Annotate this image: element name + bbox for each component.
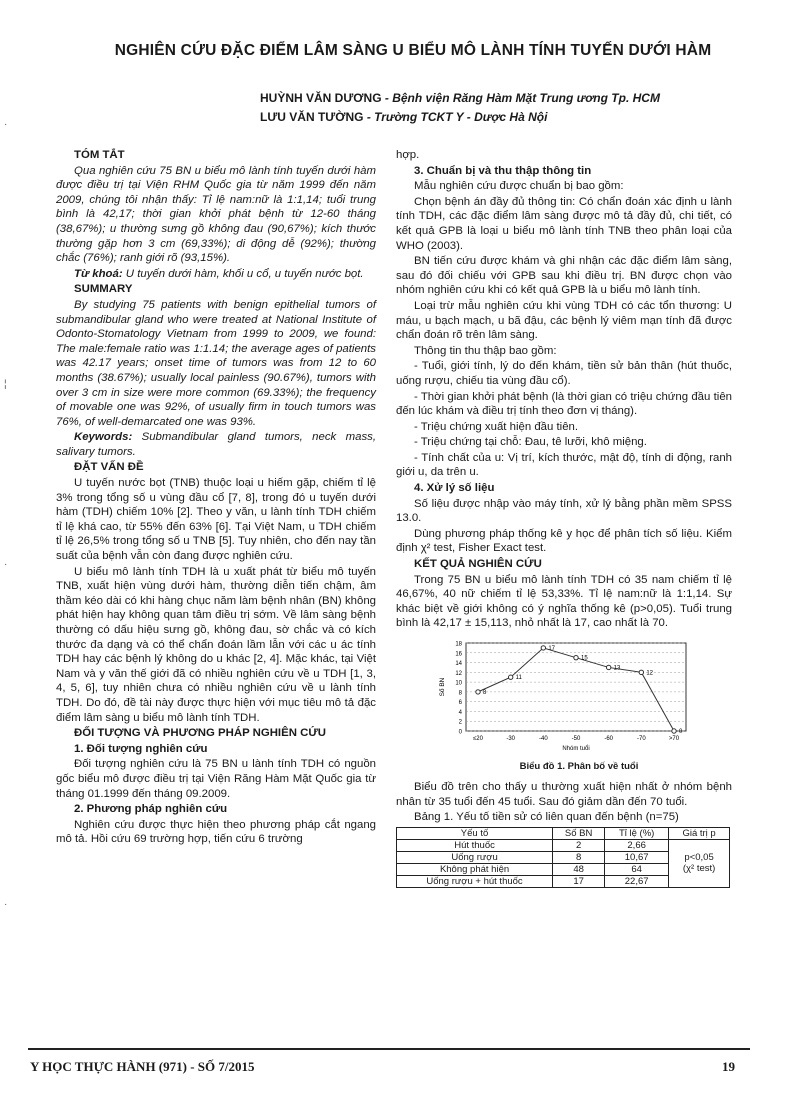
table-header: Số BN — [553, 827, 605, 839]
data-point — [639, 670, 643, 674]
table-cell: Uống rượu — [397, 851, 553, 863]
section-4-p1: Số liệu được nhập vào máy tính, xử lý bằng phần mềm SPSS 13.0. — [396, 497, 732, 525]
bullet-2: - Thời gian khởi phát bệnh (là thời gian có triệu chứng đầu tiên đến lúc khám và điều trị tính theo đơn vị tháng). — [396, 390, 732, 418]
data-point — [476, 690, 480, 694]
section-3-sub: Mẫu nghiên cứu được chuẩn bị bao gồm: — [414, 180, 624, 193]
author-2 — [260, 110, 547, 125]
section-1-heading: 1. Đối tượng nghiên cứu — [74, 742, 208, 755]
risk-factor-table — [396, 827, 730, 888]
y-tick-label: 12 — [455, 670, 462, 677]
author-name: HUỲNH VĂN DƯƠNG — [260, 91, 382, 105]
intro-heading: ĐẶT VẤN ĐỀ — [74, 461, 144, 474]
y-tick-label: 4 — [458, 709, 462, 716]
p-value-cell — [669, 839, 730, 887]
summary-keywords — [56, 430, 376, 459]
continued-text: hợp. — [396, 149, 420, 161]
table-cell: Hút thuốc — [397, 839, 553, 851]
journal-name: Y HỌC THỰC HÀNH (971) - SỐ 7/2015 — [30, 1059, 255, 1074]
data-point — [574, 655, 578, 659]
author-name: LƯU VĂN TƯỜNG — [260, 110, 364, 124]
keywords-text: U tuyến dưới hàm, khối u cổ, u tuyến nước bọt. — [122, 267, 364, 280]
data-label: 15 — [581, 655, 588, 662]
table-cell: 2 — [553, 839, 605, 851]
keywords-label: Từ khoá: — [74, 267, 123, 280]
left-column — [56, 148, 376, 848]
table-cell: 10,67 — [605, 851, 669, 863]
x-tick-label: -60 — [604, 736, 614, 742]
data-point — [541, 646, 545, 650]
keywords-en-text: Submandibular gland tumors, neck mass, salivary tumors. — [56, 431, 376, 458]
age-chart-svg — [432, 635, 696, 753]
author-1 — [260, 91, 660, 106]
bullet-4: - Triệu chứng tại chỗ: Đau, tê lưỡi, khô miệng. — [414, 436, 647, 449]
data-label: 17 — [548, 645, 556, 652]
abstract-heading: TÓM TẮT — [74, 149, 125, 161]
x-tick-label: ≤20 — [473, 736, 483, 742]
y-tick-label: 16 — [455, 651, 462, 658]
table-cell: Uống rượu + hút thuốc — [397, 875, 553, 887]
scan-mark: · — [4, 559, 8, 570]
footer-rule — [28, 1048, 750, 1050]
data-point — [672, 729, 676, 733]
table-header: Tỉ lệ (%) — [605, 827, 669, 839]
scan-mark: ¦ — [4, 379, 7, 390]
table-header: Yếu tố — [397, 827, 553, 839]
y-tick-label: 0 — [458, 729, 462, 736]
scan-mark: · — [4, 119, 8, 130]
y-axis-label: Số BN — [439, 677, 446, 697]
abstract-keywords — [56, 267, 376, 282]
section-3-p1: Chọn bệnh án đầy đủ thông tin: Có chẩn đoán xác định u lành tính TDH, các đặc điểm lâm sàng được mô tả đầy đủ, chi tiết, có kết quả GPB là loại u biểu mô lành tính TNB theo phân loại của WHO (2003). — [396, 195, 732, 252]
table-cell: 17 — [553, 875, 605, 887]
x-tick-label: >70 — [668, 736, 680, 742]
table-cell: 48 — [553, 863, 605, 875]
data-label: 12 — [646, 670, 654, 677]
intro-paragraph-1: U tuyến nước bọt (TNB) thuộc loại u hiếm gặp, chiếm tỉ lệ 3% trong tổng số u vùng đầu cổ [7, 8], trong đó u tuyến dưới hàm (TDH) chiếm 10% [2]. Theo y văn, u lành tính TDH chiếm tỉ lệ khá cao, từ 55% đến 63% [6]. Tại Việt Nam, u TDH chiếm tỉ lệ 26,5% trong tổng số u TNB [5]. Tuy nhiên, cho đến nay tần suất của bệnh vẫn còn đang được nghiên cứu. — [56, 477, 376, 563]
table-caption: Bảng 1. Yếu tố tiền sử có liên quan đến bệnh (n=75) — [414, 811, 679, 824]
x-axis-label: Nhóm tuổi — [562, 746, 590, 752]
data-point — [508, 675, 512, 679]
methods-heading: ĐỐI TƯỢNG VÀ PHƯƠNG PHÁP NGHIÊN CỨU — [74, 727, 326, 740]
section-3-p3: Loại trừ mẫu nghiên cứu khi vùng TDH có các tổn thương: U máu, u bạch mạch, u bã đậu, các bệnh lý viêm mạn tính đã được chẩn đoán rõ trên lâm sàng. — [396, 299, 732, 342]
table-cell: Không phát hiện — [397, 863, 553, 875]
table-header: Giá trị p — [669, 827, 730, 839]
section-2-heading: 2. Phương pháp nghiên cứu — [74, 803, 228, 816]
data-label: 8 — [483, 689, 487, 696]
x-tick-label: -40 — [538, 736, 548, 742]
page-number: 19 — [722, 1059, 735, 1074]
bullet-3: - Triệu chứng xuất hiện đầu tiên. — [414, 420, 579, 433]
data-label: 13 — [613, 665, 621, 672]
y-tick-label: 6 — [458, 700, 462, 707]
section-3-p2: BN tiến cứu được khám và ghi nhận các đặc điểm lâm sàng, sau đó đối chiếu với GPB sau khi điều trị. BN được chọn vào nhóm nghiên cứu khi có kết quả GPB là u biểu mô lành tính. — [396, 255, 732, 297]
intro-paragraph-2: U biểu mô lành tính TDH là u xuất phát từ biểu mô tuyến TNB, xuất hiện vùng dưới hàm, thường diễn tiến chậm, âm thầm kéo dài có khi hàng chục năm làm bệnh nhân (BN) không phát hiện hay không quan tâm điều trị sớm. Về lâm sàng bệnh thường có dấu hiệu sưng gồ, không đau, sờ chắc và có kích thước đa dạng và có thể chẩn đoán lầm lẫn với các u ác tính TDH hay các bệnh lý không do u khác [2, 4]. Mặc khác, tại Việt Nam và y văn thế giới đã có nhiều nghiên cứu về u TDH [1, 3, 4, 5, 6], tuy nhiên chưa có nhiều nghiên cứu về u lành tính TDH. Do đó, đề tài này được thực hiện với mục tiêu mô tả đặc điểm lâm sàng u biểu mô lành tính TDH. — [56, 565, 376, 724]
table-cell: 64 — [605, 863, 669, 875]
age-chart — [432, 635, 696, 758]
results-text: Trong 75 BN u biểu mô lành tính TDH có 35 nam chiếm tỉ lệ 46,67%, 40 nữ chiếm tỉ lệ 53,33%. Tỉ lệ nam:nữ là 1:1,14. Sự khác biệt về giới không có ý nghĩa thống kê (p>0,05). Tuổi trung bình là 42,17 ± 15,113, nhỏ nhất là 17, cao nhất là 70. — [396, 573, 732, 630]
y-tick-label: 18 — [455, 641, 462, 648]
chart-caption: Biểu đồ 1. Phân bố về tuổi — [519, 760, 639, 772]
y-tick-label: 2 — [458, 719, 462, 726]
section-1-text: Đối tượng nghiên cứu là 75 BN u lành tính TDH có nguồn gốc biểu mô được điều trị tại Viện Răng Hàm Mặt Quốc gia từ tháng 01.1999 đến tháng 09.2009. — [56, 758, 376, 800]
table-row — [397, 839, 730, 851]
x-tick-label: -50 — [571, 736, 581, 742]
data-label: 11 — [515, 675, 522, 682]
bullet-5: - Tính chất của u: Vị trí, kích thước, mật độ, tính di động, ranh giới u, da trên u. — [396, 451, 732, 479]
article-title: NGHIÊN CỨU ĐẶC ĐIỂM LÂM SÀNG U BIỂU MÔ LÀNH TÍNH TUYẾN DƯỚI HÀM — [114, 42, 712, 59]
summary-text: By studying 75 patients with benign epithelial tumors of submandibular gland who were treated at National Institute of Odonto-Stomatology Vietnam from 1999 to 2009, we found: The male:female ratio was 1:1.14; the average ages of patients was 42.17 years; onset time of tumors was from 12 to 60 months (38.67%); usually local painless (90.67%), tumors with over 3 cm in size were more common (69.33%); the frequency of movable one was 92%, of usually firm in touch tumors was 76%, of well-demarcated one was 93%. — [56, 298, 376, 428]
table-cell: 22,67 — [605, 875, 669, 887]
x-tick-label: -70 — [636, 736, 646, 742]
y-tick-label: 10 — [455, 680, 462, 687]
y-tick-label: 14 — [455, 661, 462, 668]
section-2-text: Nghiên cứu được thực hiện theo phương pháp cắt ngang mô tả. Hồi cứu 69 trường hợp, tiến cứu 6 trường — [56, 818, 376, 846]
results-heading: KẾT QUẢ NGHIÊN CỨU — [414, 558, 542, 571]
section-4-heading: 4. Xử lý số liệu — [414, 482, 495, 495]
keywords-en-label: Keywords: — [74, 431, 133, 444]
author-affiliation: - Bệnh viện Răng Hàm Mặt Trung ương Tp. HCM — [381, 91, 660, 105]
section-3-heading: 3. Chuẩn bị và thu thập thông tin — [414, 164, 592, 177]
right-column — [396, 148, 732, 888]
section-3-p4: Thông tin thu thập bao gồm: — [414, 344, 557, 357]
author-affiliation: - Trường TCKT Y - Dược Hà Nội — [363, 110, 548, 124]
table-header-row — [397, 827, 730, 839]
table-cell: 8 — [553, 851, 605, 863]
y-tick-label: 8 — [458, 690, 462, 697]
bullet-1: - Tuổi, giới tính, lý do đến khám, tiền sử bản thân (hút thuốc, uống rượu, chiếu tia vùng đầu cổ). — [396, 360, 732, 387]
data-label: 0 — [679, 729, 683, 735]
p-value: p<0,05 — [684, 852, 714, 864]
data-point — [606, 665, 610, 669]
summary-heading: SUMMARY — [74, 283, 133, 296]
section-4-p2: Dùng phương pháp thống kê y học để phân tích số liệu. Kiểm định χ² test, Fisher Exact test. — [396, 527, 732, 555]
scan-mark: · — [4, 899, 8, 910]
chart-description: Biểu đồ trên cho thấy u thường xuất hiện nhất ở nhóm bệnh nhân từ 35 tuổi đến 45 tuổi. Sau đó giảm dần đến 70 tuổi. — [396, 781, 732, 808]
p-test: (χ² test) — [682, 863, 716, 875]
table-cell: 2,66 — [605, 839, 669, 851]
x-tick-label: -30 — [506, 736, 516, 742]
abstract-text: Qua nghiên cứu 75 BN u biểu mô lành tính tuyến dưới hàm được điều trị tại Viện RHM Quốc gia từ năm 1999 đến năm 2009, chúng tôi nhận thấy: Tỉ lệ nam:nữ là 1:1,14; tuổi trung bình là 42,17; thời gian khởi phát bệnh từ 12-60 tháng (38,67%); u thường sưng gồ không đau (90,67%); kích thước thường gặp hơn 3 cm (69,33%); di động dễ (92%); thường chắc (76%); ranh giới rõ (93,15%). — [56, 164, 376, 265]
